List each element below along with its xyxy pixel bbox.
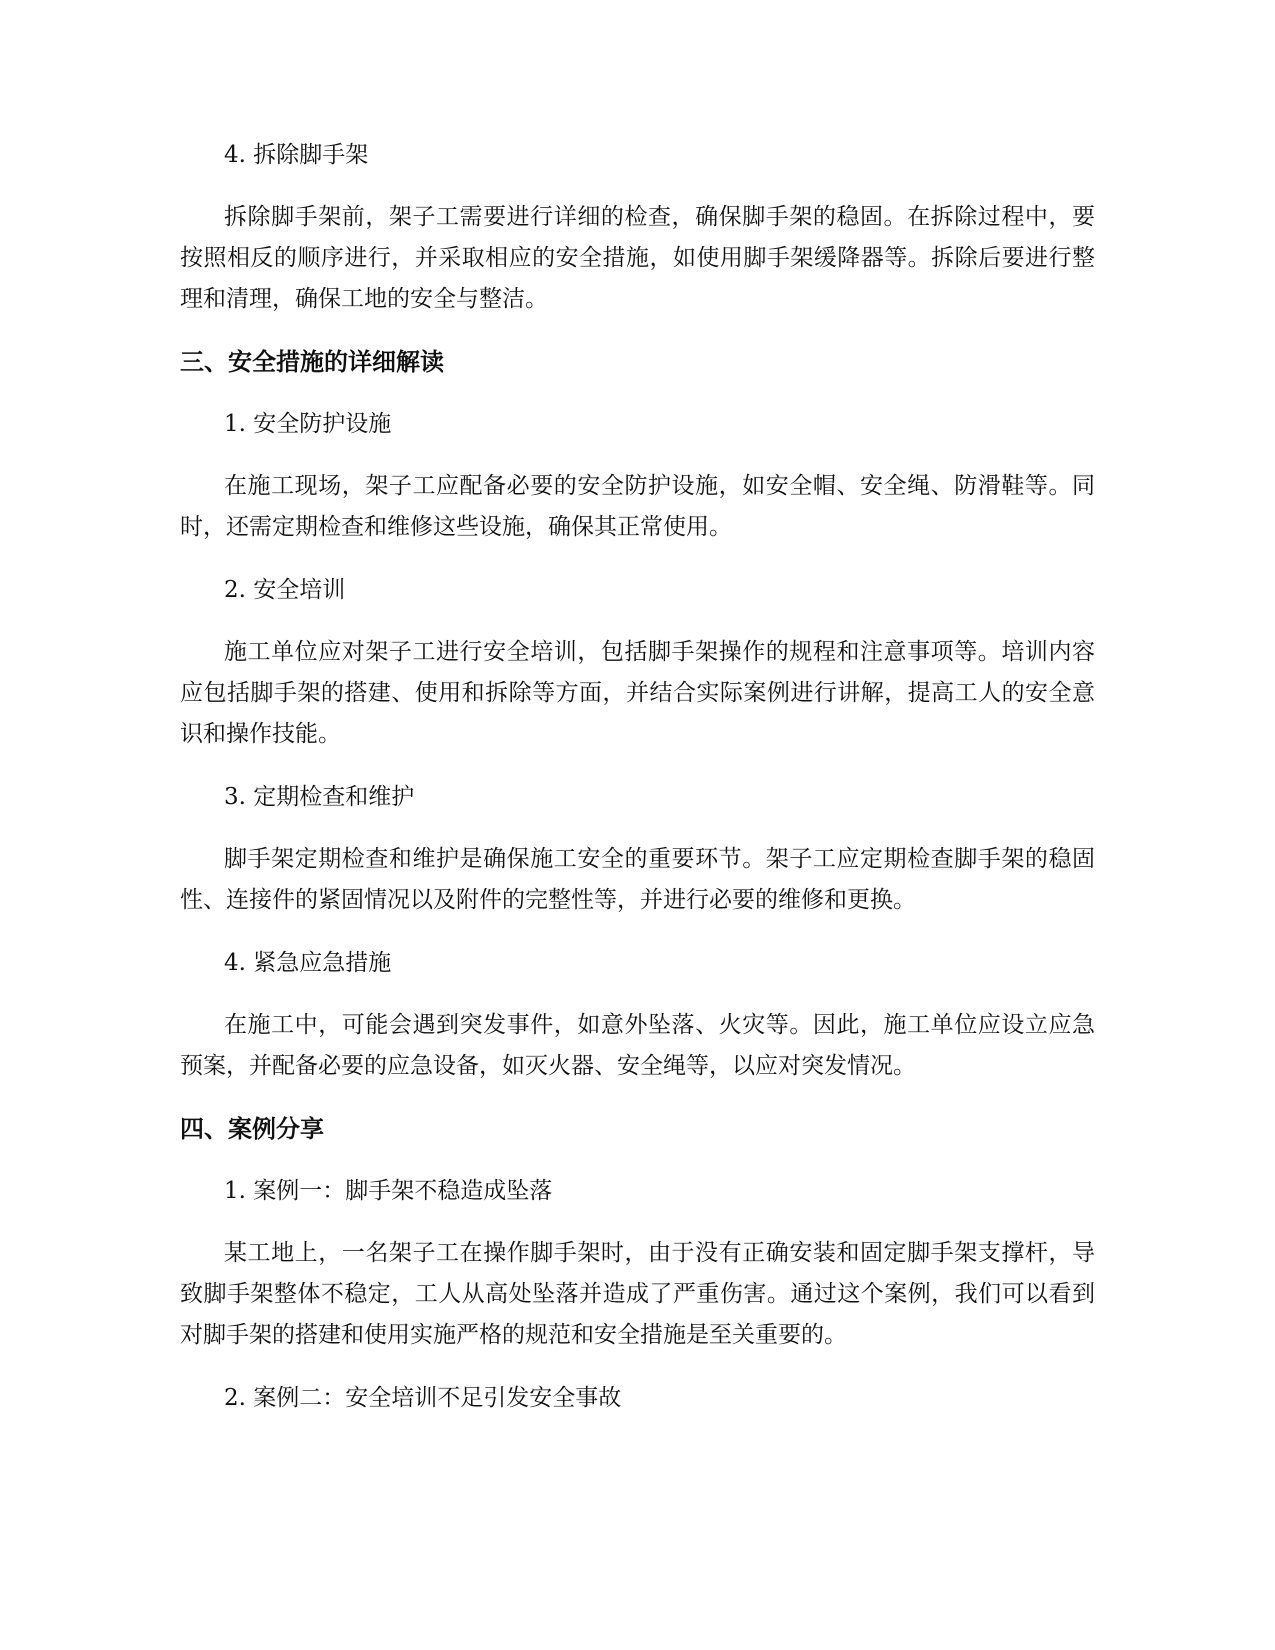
document-page xyxy=(180,135,1095,1418)
paragraph-training: 施工单位应对架子工进行安全培训，包括脚手架操作的规程和注意事项等。培训内容应包括脚手架的搭建、使用和拆除等方面，并结合实际案例进行讲解，提高工人的安全意识和操作技能。 xyxy=(180,639,1095,747)
section-heading-safety-measures: 三、安全措施的详细解读 xyxy=(180,348,444,376)
list-item-case-one: 1. 案例一：脚手架不稳造成坠落 xyxy=(224,1178,553,1204)
paragraph-dismantle: 拆除脚手架前，架子工需要进行详细的检查，确保脚手架的稳固。在拆除过程中，要按照相反的顺序进行，并采取相应的安全措施，如使用脚手架缓降器等。拆除后要进行整理和清理，确保工地的安全与整洁。 xyxy=(180,204,1095,312)
list-item-case-two: 2. 案例二：安全培训不足引发安全事故 xyxy=(224,1385,622,1411)
section-heading-case-sharing: 四、案例分享 xyxy=(180,1115,324,1143)
list-item-protection-facilities: 1. 安全防护设施 xyxy=(224,411,392,437)
list-item-emergency-measures: 4. 紧急应急措施 xyxy=(224,950,392,976)
paragraph-inspection: 脚手架定期检查和维护是确保施工安全的重要环节。架子工应定期检查脚手架的稳固性、连接件的紧固情况以及附件的完整性等，并进行必要的维修和更换。 xyxy=(180,846,1095,913)
paragraph-protection: 在施工现场，架子工应配备必要的安全防护设施，如安全帽、安全绳、防滑鞋等。同时，还需定期检查和维修这些设施，确保其正常使用。 xyxy=(180,473,1095,540)
list-item-safety-training: 2. 安全培训 xyxy=(224,577,346,603)
paragraph-emergency: 在施工中，可能会遇到突发事件，如意外坠落、火灾等。因此，施工单位应设立应急预案，并配备必要的应急设备，如灭火器、安全绳等，以应对突发情况。 xyxy=(180,1012,1095,1079)
list-item-inspection-maintenance: 3. 定期检查和维护 xyxy=(224,784,415,810)
list-item-dismantle-scaffold: 4. 拆除脚手架 xyxy=(224,142,369,168)
paragraph-case-one: 某工地上，一名架子工在操作脚手架时，由于没有正确安装和固定脚手架支撑杆，导致脚手架整体不稳定，工人从高处坠落并造成了严重伤害。通过这个案例，我们可以看到对脚手架的搭建和使用实施严格的规范和安全措施是至关重要的。 xyxy=(180,1240,1095,1348)
